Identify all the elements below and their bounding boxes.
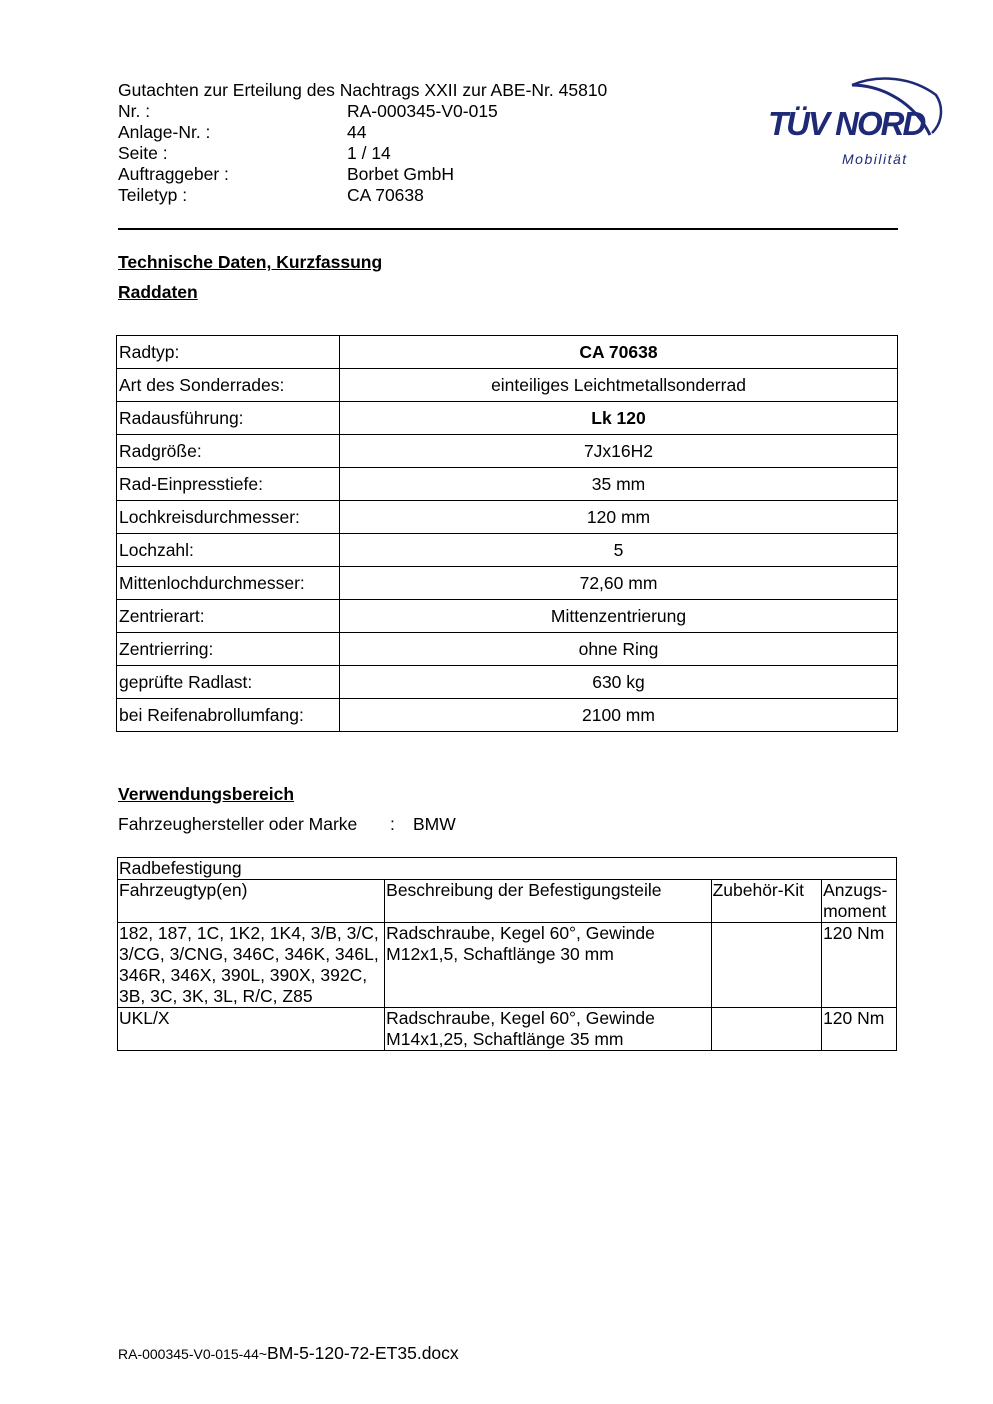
table-row: Radausführung: Lk 120	[117, 402, 898, 435]
wheel-data-table	[116, 335, 898, 732]
column-header: Fahrzeugtyp(en)	[118, 880, 385, 923]
vehicle-types-cell: UKL/X	[118, 1008, 385, 1051]
section-title: Technische Daten, Kurzfassung	[118, 252, 383, 272]
column-header: Zubehör-Kit	[711, 880, 822, 923]
maker-label: Fahrzeughersteller oder Marke	[118, 814, 358, 834]
vehicle-types-cell: 182, 187, 1C, 1K2, 1K4, 3/B, 3/C, 3/CG, 3/CNG, 346C, 346K, 346L, 346R, 346X, 390L, 390X, 392C, 3B, 3C, 3K, 3L, R/C, Z85	[118, 923, 385, 1008]
table-row	[118, 923, 897, 1008]
table-row: bei Reifenabrollumfang: 2100 mm	[117, 699, 898, 732]
kit-cell	[711, 1008, 822, 1051]
fastening-table	[117, 857, 897, 1051]
table-title-row	[118, 858, 897, 880]
footer-filename-prefix: RA-000345-V0-015-44~	[118, 1346, 268, 1362]
table-row: Zentrierart: Mittenzentrierung	[117, 600, 898, 633]
table-row: Art des Sonderrades: einteiliges Leichtmetallsonderrad	[117, 369, 898, 402]
header-row-seite: Seite : 1 / 14	[118, 143, 391, 163]
footer-filename: BM-5-120-72-ET35.docx	[267, 1343, 459, 1363]
usage-heading: Verwendungsbereich	[118, 784, 295, 804]
header-row-anlage: Anlage-Nr. : 44	[118, 122, 367, 142]
tuv-nord-logo	[760, 55, 945, 175]
column-header: Anzugs- moment	[822, 880, 897, 923]
table-row: geprüfte Radlast: 630 kg	[117, 666, 898, 699]
logo-brand: TÜV NORD	[768, 105, 925, 142]
kit-cell	[711, 923, 822, 1008]
document-header	[118, 80, 607, 206]
header-row-auftraggeber: Auftraggeber : Borbet GmbH	[118, 164, 454, 184]
table-row: Radgröße: 7Jx16H2	[117, 435, 898, 468]
wheel-data-heading: Raddaten	[118, 282, 198, 302]
description-cell: Radschraube, Kegel 60°, Gewinde M14x1,25, Schaftlänge 35 mm	[385, 1008, 711, 1051]
maker-separator: :	[390, 814, 395, 834]
header-divider	[118, 228, 898, 230]
header-row-teiletyp: Teiletyp : CA 70638	[118, 185, 424, 205]
table-header-row	[118, 880, 897, 923]
document-footer	[118, 1343, 459, 1364]
logo-subtitle: Mobilität	[842, 151, 908, 167]
table-row: Radtyp: CA 70638	[117, 336, 898, 369]
table-row: Mittenlochdurchmesser: 72,60 mm	[117, 567, 898, 600]
table-row: Lochkreisdurchmesser: 120 mm	[117, 501, 898, 534]
column-header: Beschreibung der Befestigungsteile	[385, 880, 711, 923]
maker-value: BMW	[413, 814, 456, 834]
fastening-title: Radbefestigung	[118, 858, 897, 880]
description-cell: Radschraube, Kegel 60°, Gewinde M12x1,5, Schaftlänge 30 mm	[385, 923, 711, 1008]
torque-cell: 120 Nm	[822, 1008, 897, 1051]
table-row	[118, 1008, 897, 1051]
table-row: Lochzahl: 5	[117, 534, 898, 567]
torque-cell: 120 Nm	[822, 923, 897, 1008]
vehicle-maker-line	[118, 814, 456, 835]
table-row: Rad-Einpresstiefe: 35 mm	[117, 468, 898, 501]
report-title: Gutachten zur Erteilung des Nachtrags XXII zur ABE-Nr. 45810	[118, 80, 608, 100]
table-row: Zentrierring: ohne Ring	[117, 633, 898, 666]
header-row-nr: Nr. : RA-000345-V0-015	[118, 101, 498, 121]
